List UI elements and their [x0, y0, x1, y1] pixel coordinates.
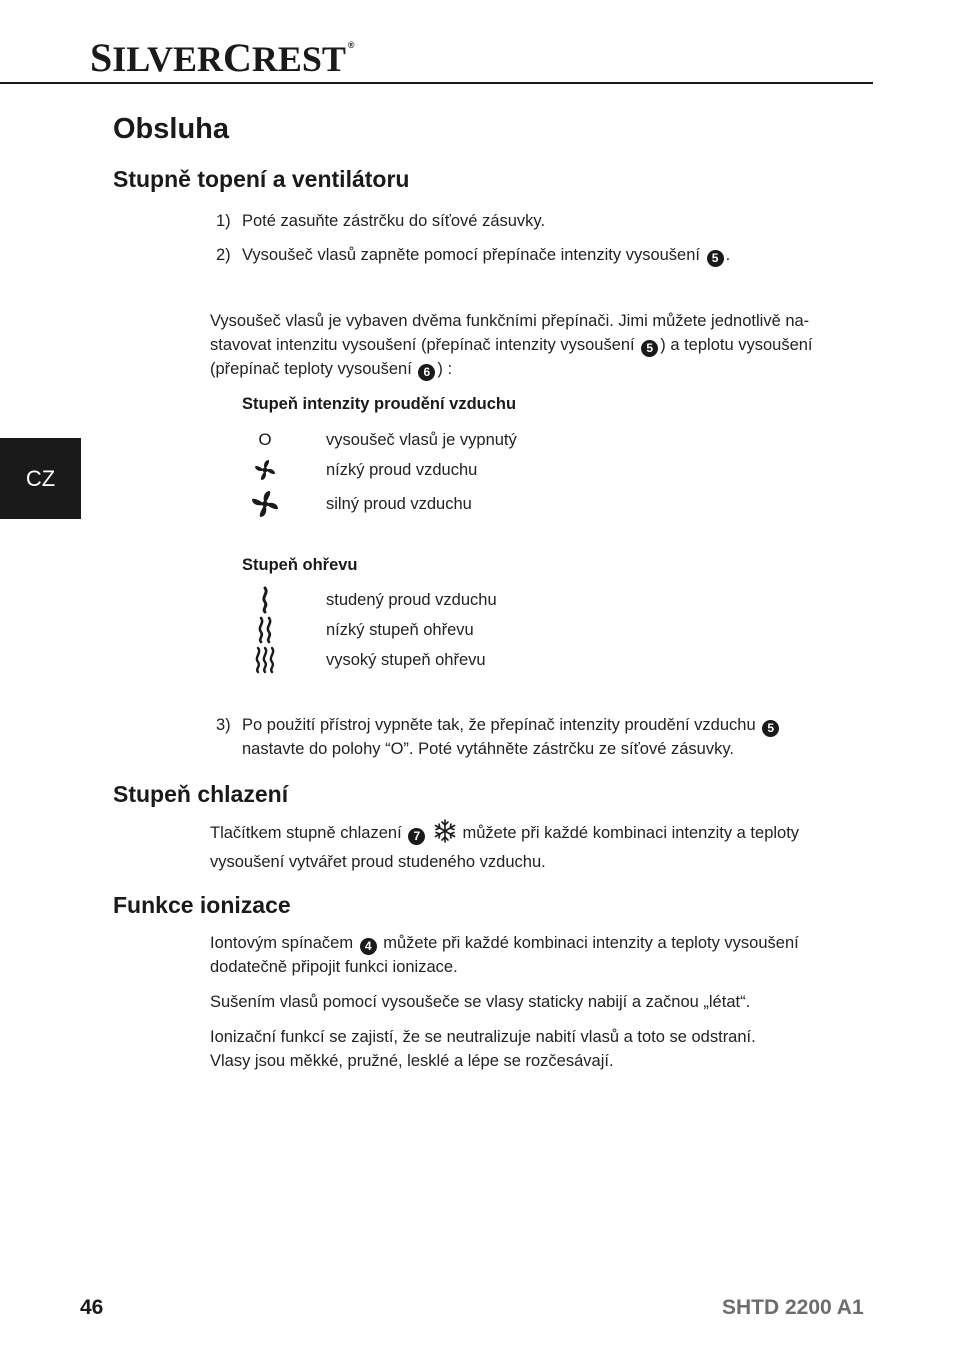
ref-number-6: 6	[418, 364, 435, 381]
cooling-paragraph: Tlačítkem stupně chlazení 7 můžete při každé kombinaci intenzity a teploty vysoušení vytvářet proud studeného vzduchu.	[210, 819, 850, 874]
intro-paragraph: Vysoušeč vlasů je vybaven dvěma funkčními přepínači. Jimi můžete jednotlivě na- stavovat intenzitu vysoušení (přepínač intenzity vysoušení 5 ) a teplotu vysoušení (přepínač teploty vysoušení 6 ) :	[210, 312, 813, 379]
airflow-heading: Stupeň intenzity proudění vzduchu	[242, 395, 517, 413]
snowflake-icon	[432, 819, 458, 850]
language-tab: CZ	[0, 438, 81, 519]
heat-wave-1-icon	[242, 586, 288, 619]
heat-wave-3-icon	[242, 646, 288, 679]
ref-number-5: 5	[707, 250, 724, 267]
ref-number-4: 4	[360, 938, 377, 955]
heat-row-low: nízký stupeň ohřevu	[242, 618, 842, 648]
airflow-row-off: O vysoušeč vlasů je vypnutý	[242, 428, 842, 458]
airflow-row-low: nízký proud vzduchu	[242, 458, 842, 488]
list-item-step2: 2) Vysoušeč vlasů zapněte pomocí přepínače intenzity vysoušení 5 .	[216, 246, 731, 265]
ion-paragraph-2: Sušením vlasů pomocí vysoušeče se vlasy staticky nabijí a začnou „létat“.	[210, 993, 751, 1011]
header-rule	[0, 82, 873, 84]
off-symbol: O	[258, 430, 272, 449]
fan-small-icon	[242, 458, 288, 487]
brand-logo: SILVERCREST ®	[90, 35, 355, 80]
page-number: 46	[80, 1296, 104, 1319]
airflow-row-high: silný proud vzduchu	[242, 489, 842, 523]
section-heading-cooling: Stupeň chlazení	[113, 781, 289, 807]
heat-row-high: vysoký stupeň ohřevu	[242, 648, 842, 678]
ref-number-5: 5	[762, 720, 779, 737]
heat-row-cold: studený proud vzduchu	[242, 588, 842, 618]
section-heading-heating: Stupně topení a ventilátoru	[113, 166, 410, 192]
list-item-step1: 1) Poté zasuňte zástrčku do síťové zásuvky.	[216, 212, 546, 230]
ion-paragraph-3: Ionizační funkcí se zajistí, že se neutralizuje nabití vlasů a toto se odstraní. Vlasy jsou měkké, pružné, lesklé a lépe se rozčesávají.	[210, 1028, 756, 1070]
ref-number-7: 7	[408, 828, 425, 845]
page-title: Obsluha	[113, 113, 230, 145]
model-number: SHTD 2200 A1	[722, 1296, 864, 1319]
ion-paragraph-1: Iontovým spínačem 4 můžete při každé kombinaci intenzity a teploty vysoušení dodatečně připojit funkci ionizace.	[210, 934, 799, 976]
heat-wave-2-icon	[242, 616, 288, 649]
section-heading-ionization: Funkce ionizace	[113, 892, 291, 918]
heat-heading: Stupeň ohřevu	[242, 556, 358, 574]
list-item-step3: 3) Po použití přístroj vypněte tak, že přepínač intenzity proudění vzduchu 5 nastavte do polohy “O”. Poté vytáhněte zástrčku ze síťové zásuvky.	[216, 713, 856, 761]
fan-large-icon	[242, 489, 288, 524]
ref-number-5: 5	[641, 340, 658, 357]
